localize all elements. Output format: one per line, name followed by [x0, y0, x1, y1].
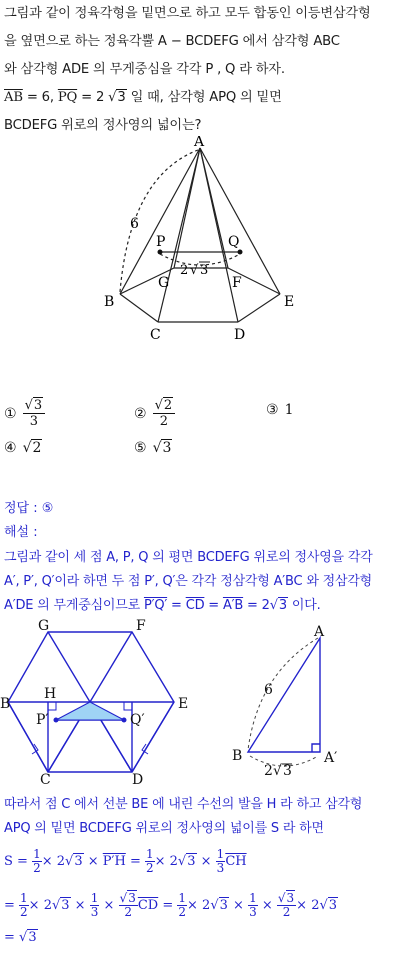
f-seg: 2 [33, 861, 41, 875]
problem-line: $\overline{AB} = 6$, $\overline{PQ} = 2$ √3 일 때, 삼각형 APQ 의 밑면 [4, 90, 282, 105]
option-number: ② [134, 405, 147, 422]
f-seg: 2 [178, 905, 187, 919]
point-p [158, 250, 163, 255]
f-seg: $\overline{CD}$ [137, 898, 159, 913]
f-seg: 1 [216, 847, 225, 861]
problem-text [4, 2, 398, 138]
f-seg: 1 [20, 891, 28, 905]
label-q2: Q′ [130, 712, 145, 728]
edge-de [238, 294, 280, 322]
f-seg: × [99, 898, 119, 913]
label-d: D [234, 327, 246, 343]
label-edge-6: 6 [264, 682, 273, 698]
option-fraction: $\frac{√3}{3}$ [23, 398, 46, 429]
f-seg: 3 [328, 898, 338, 913]
f-seg: × [196, 854, 216, 869]
edge-af [200, 148, 228, 268]
label-g: G [158, 275, 170, 291]
f-seg: × 2 [154, 854, 178, 869]
f-seg: 3 [61, 898, 70, 913]
option-4[interactable]: ④ √2 [4, 440, 42, 456]
option-denom: 3 [29, 414, 38, 429]
f-seg: 1 [178, 891, 187, 905]
f-seg: × [228, 898, 249, 913]
label-pq-coef: 2 [180, 263, 189, 278]
segment-pq: $\overline{PQ}$ [57, 90, 78, 105]
f-seg: $\overline{CH}$ [225, 854, 247, 869]
solution-line: APQ 의 밑면 BCDEFG 위로의 정사영의 넓이를 S 라 하면 [4, 821, 324, 836]
f-seg: 3 [286, 891, 295, 905]
option-number: ③ [266, 402, 279, 418]
option-value: 2 [32, 440, 42, 456]
f-seg: × [257, 898, 277, 913]
label-f: F [232, 275, 242, 291]
edge-ag [174, 148, 200, 268]
f-seg: = [125, 854, 145, 869]
f-seg: × 2 [187, 898, 211, 913]
f-seg: 3 [74, 854, 83, 869]
problem-tail: 일 때, 삼각형 APQ 의 밑면 [126, 90, 282, 105]
f-seg: 3 [28, 930, 37, 945]
f-seg: 2 [124, 905, 132, 919]
option-fraction: $\frac{√2}{2}$ [153, 398, 176, 429]
problem-line: 을 옆면으로 하는 정육각뿔 A − BCDEFG 에서 삼각형 ABC [4, 34, 340, 49]
sqrt-symbol: √ [190, 263, 199, 278]
f-seg: 3 [216, 861, 225, 875]
pyramid-figure [90, 136, 310, 346]
label-a: A [194, 136, 205, 150]
option-3[interactable] [266, 402, 293, 418]
problem-line: 와 삼각형 ADE 의 무게중심을 각각 P , Q 라 하자. [4, 62, 285, 77]
label-b: B [104, 294, 115, 310]
option-5[interactable]: ⑤ √3 [134, 440, 172, 456]
segment-p2q2: P′Q′ [143, 598, 168, 613]
segment-ab: $\overline{AB}$ [4, 90, 23, 105]
eq: = [204, 598, 223, 613]
label-c: C [40, 772, 51, 784]
option-1[interactable] [4, 398, 45, 429]
right-triangle [248, 638, 320, 752]
label-e: E [284, 294, 295, 310]
option-number: ⑤ [134, 440, 147, 456]
coef: = 2 [243, 598, 270, 613]
f-seg: × 2 [28, 898, 52, 913]
f-seg: 1 [90, 891, 99, 905]
label-a2: A′ [324, 750, 338, 766]
solution-line: 그림과 같이 세 점 A, P, Q 의 평면 BCDEFG 위로의 정사영을 각각 [4, 550, 373, 565]
sqrt-symbol: √ [273, 763, 282, 779]
segment-a2b: A′B [222, 598, 244, 613]
label-b: B [232, 748, 243, 764]
problem-line: 그림과 같이 정육각형을 밑면으로 하고 모두 합동인 이등변삼각형 [4, 6, 371, 21]
f-seg: 3 [219, 898, 228, 913]
label-p: P [156, 234, 166, 250]
solution-text [4, 546, 398, 618]
option-number: ① [4, 405, 17, 422]
label-h: H [44, 686, 57, 702]
segment-ab-value: = 6, [22, 90, 58, 105]
segment-cd: $\overline{CD}$ [185, 598, 205, 613]
option-number: ④ [4, 440, 17, 456]
solution-line: A′DE 의 무게중심이므로 $P'Q' = \overline{CD} = A'B = 2√3$ 이다. [4, 598, 321, 613]
f-seg: 3 [128, 891, 136, 905]
edge-bc [120, 294, 158, 322]
solution-line: A′, P′, Q′이라 하면 두 점 P′, Q′은 각각 정삼각형 A′BC 와 정삼각형 [4, 574, 373, 589]
f-seg: 2 [145, 861, 154, 875]
f-seg: × [83, 854, 103, 869]
f-seg: × [70, 898, 90, 913]
solution-text-seg: A′DE 의 무게중심이므로 [4, 598, 144, 613]
hexagon-figure [0, 618, 200, 784]
f-seg: 3 [249, 905, 257, 919]
f-seg: P′H [102, 854, 126, 869]
label-a: A [314, 624, 325, 640]
label-c: C [150, 327, 161, 343]
f-seg: = [4, 898, 20, 913]
f-seg: 2 [282, 905, 291, 919]
label-edge-6: 6 [130, 216, 139, 232]
f-seg: × 2 [41, 854, 66, 869]
f-seg: × 2 [296, 898, 320, 913]
f-seg: = [158, 898, 178, 913]
formula-line-2: = $\frac{1}{2}$ × 2√3 × $\frac{1}{3}$ × $\frac{√3}{2}$ $\overline{CD}$ = $\frac{1}{2}$ × 2√3 × $\frac{1}{3}$ × $\frac{√3}{2}$ × 2√3 [4, 891, 338, 919]
label-base-coef: 2 [264, 763, 273, 779]
label-p2: P′ [36, 712, 49, 728]
solution-line: 따라서 점 C 에서 선분 BE 에 내린 수선의 발을 H 라 하고 삼각형 [4, 797, 363, 812]
segment-pq-value: = 2 [77, 90, 109, 105]
f-seg: 2 [20, 905, 28, 919]
eq: = [167, 598, 186, 613]
f-seg: S = [4, 854, 33, 869]
option-numer: 3 [33, 398, 43, 413]
option-value: 3 [162, 440, 172, 456]
label-q: Q [228, 234, 240, 250]
option-numer: 2 [163, 398, 173, 413]
problem-line: BCDEFG 위로의 정사영의 넓이는? [4, 118, 202, 133]
solution-text-2 [4, 793, 398, 841]
option-2[interactable] [134, 398, 175, 429]
label-base-root: 3 [283, 763, 292, 779]
f-seg: = [4, 930, 20, 945]
projected-triangle [56, 702, 124, 720]
label-pq-root: 3 [200, 263, 209, 278]
tail: 이다. [287, 598, 321, 613]
label-b: B [0, 696, 11, 712]
answer-label: 정답 : ⑤ [4, 501, 54, 516]
edge-ae [200, 148, 280, 294]
option-denom: 2 [159, 414, 168, 429]
point-q [238, 250, 243, 255]
label-d: D [132, 772, 144, 784]
root-value: 3 [117, 90, 126, 105]
f-seg: 3 [187, 854, 196, 869]
f-seg: 3 [90, 905, 99, 919]
label-g: G [38, 618, 50, 634]
root: 3 [278, 598, 287, 613]
formula-line-1: S = $\frac{1}{2}$ × 2√3 × P′H = $\frac{1}{2}$ × 2√3 × $\frac{1}{3}$ $\overline{CH}$ [4, 847, 247, 875]
triangle-figure [228, 624, 358, 784]
option-value: 1 [284, 402, 294, 418]
explain-label: 해설 : [4, 525, 38, 540]
formula-line-3: = √3 [4, 930, 37, 945]
f-seg: 1 [145, 847, 154, 861]
label-f: F [136, 618, 146, 634]
label-e: E [178, 696, 189, 712]
f-seg: 1 [33, 847, 41, 861]
f-seg: 1 [249, 891, 257, 905]
